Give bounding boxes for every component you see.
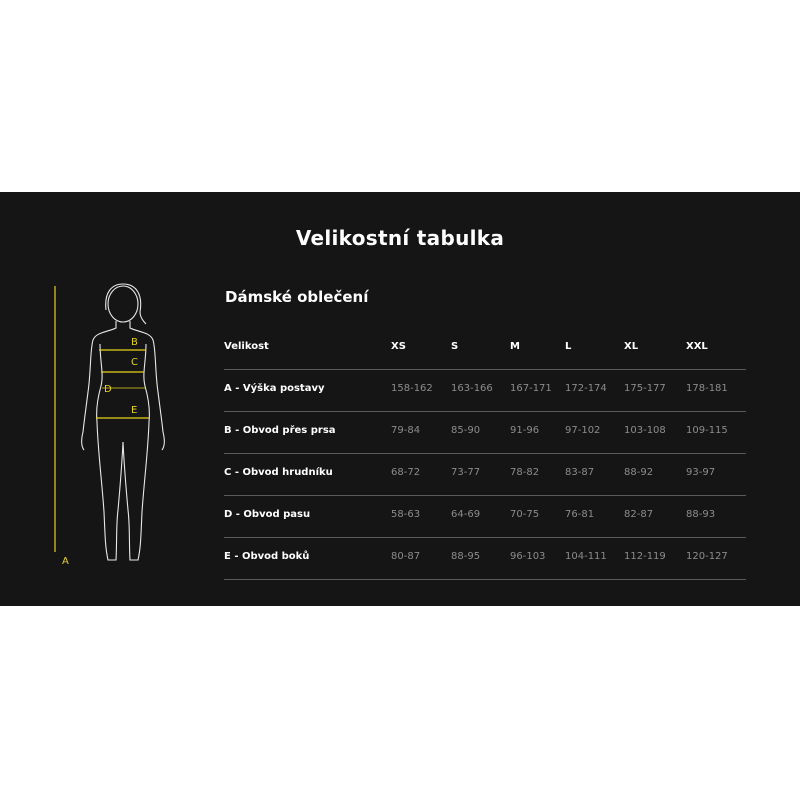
label-a: A (62, 556, 69, 567)
table-cell: 70-75 (510, 509, 540, 520)
table-cell: 97-102 (565, 425, 601, 436)
section-title: Dámské oblečení (225, 288, 369, 306)
table-cell: 109-115 (686, 425, 728, 436)
header-size: M (510, 341, 520, 352)
table-cell: 64-69 (451, 509, 481, 520)
table-row (224, 412, 746, 454)
label-e: E (131, 405, 138, 416)
size-chart-panel (0, 192, 800, 606)
header-size: XXL (686, 341, 708, 352)
table-row (224, 454, 746, 496)
table-cell: 76-81 (565, 509, 595, 520)
header-label: Velikost (224, 341, 269, 352)
table-cell: 73-77 (451, 467, 481, 478)
row-label: C - Obvod hrudníku (224, 467, 333, 478)
table-cell: 80-87 (391, 551, 421, 562)
table-cell: 82-87 (624, 509, 654, 520)
table-cell: 58-63 (391, 509, 421, 520)
table-cell: 104-111 (565, 551, 607, 562)
row-label: A - Výška postavy (224, 383, 325, 394)
table-row (224, 370, 746, 412)
header-size: XS (391, 341, 406, 352)
row-label: D - Obvod pasu (224, 509, 311, 520)
label-c: C (131, 357, 138, 368)
table-cell: 167-171 (510, 383, 552, 394)
table-cell: 120-127 (686, 551, 728, 562)
woman-silhouette-icon (82, 284, 165, 560)
table-cell: 78-82 (510, 467, 540, 478)
table-row (224, 496, 746, 538)
table-cell: 88-92 (624, 467, 654, 478)
table-cell: 103-108 (624, 425, 666, 436)
table-cell: 85-90 (451, 425, 481, 436)
table-cell: 88-95 (451, 551, 481, 562)
size-table (224, 328, 746, 580)
table-cell: 175-177 (624, 383, 666, 394)
table-cell: 163-166 (451, 383, 493, 394)
table-cell: 158-162 (391, 383, 433, 394)
table-cell: 83-87 (565, 467, 595, 478)
page-title: Velikostní tabulka (295, 226, 505, 250)
table-cell: 93-97 (686, 467, 716, 478)
label-d: D (104, 384, 112, 395)
table-cell: 112-119 (624, 551, 666, 562)
table-cell: 178-181 (686, 383, 728, 394)
table-row (224, 538, 746, 580)
header-size: L (565, 341, 572, 352)
table-cell: 79-84 (391, 425, 421, 436)
row-label: E - Obvod boků (224, 551, 310, 562)
body-silhouette-figure (50, 282, 165, 567)
table-cell: 172-174 (565, 383, 607, 394)
table-cell: 88-93 (686, 509, 716, 520)
label-b: B (131, 337, 138, 348)
row-label: B - Obvod přes prsa (224, 425, 336, 436)
header-size: XL (624, 341, 639, 352)
table-cell: 91-96 (510, 425, 540, 436)
header-size: S (451, 341, 459, 352)
table-header-row (224, 328, 746, 370)
table-cell: 68-72 (391, 467, 421, 478)
table-cell: 96-103 (510, 551, 546, 562)
